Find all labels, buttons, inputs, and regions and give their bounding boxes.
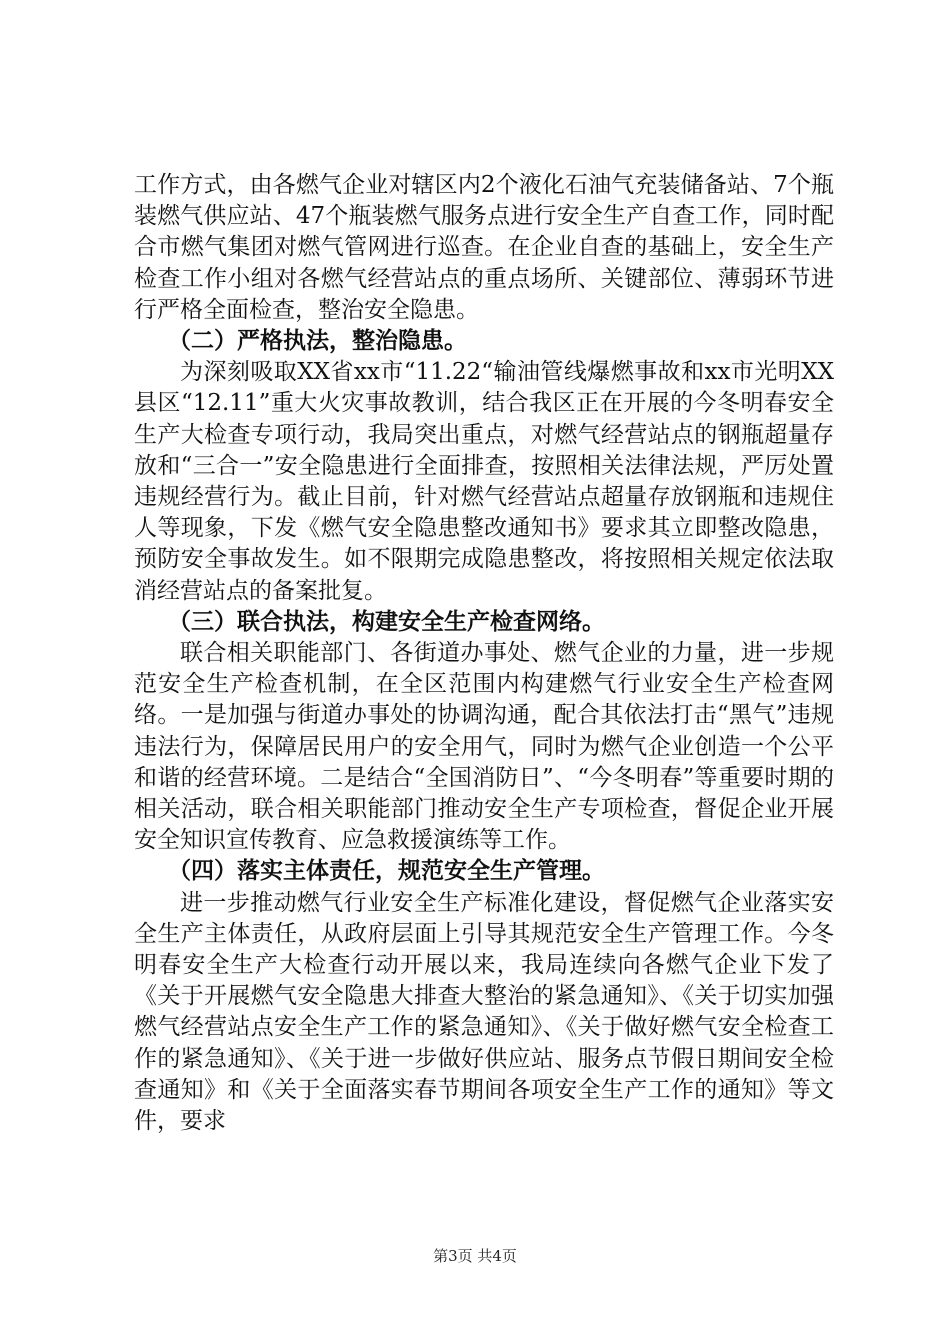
paragraph-2: 为深刻吸取XX省xx市“11.22“输油管线爆燃事故和xx市光明XX县区“12.11”重大火灾事故教训，结合我区正在开展的今冬明春安全生产大检查专项行动，我局突出重点，对燃气经营站点的钢瓶超量存放和“三合一”安全隐患进行全面排查，按照相关法律法规，严厉处置违规经营行为。截止目前，针对燃气经营站点超量存放钢瓶和违规住人等现象，下发《燃气安全隐患整改通知书》要求其立即整改隐患，预防安全事故发生。如不限期完成隐患整改，将按照相关规定依法取消经营站点的备案批复。 [134, 359, 834, 604]
page-footer: 第3页 共4页 [433, 1247, 517, 1265]
paragraph-1: 工作方式，由各燃气企业对辖区内2个液化石油气充装储备站、7个瓶装燃气供应站、47个瓶装燃气服务点进行安全生产自查工作，同时配合市燃气集团对燃气管网进行巡查。在企业自查的基础上，安全生产检查工作小组对各燃气经营站点的重点场所、关键部位、薄弱环节进行严格全面检查，整治安全隐患。 [134, 172, 834, 323]
document-body [134, 170, 834, 1137]
section-heading-3: （三）联合执法，构建安全生产检查网络。 [168, 608, 605, 635]
section-heading-2: （二）严格执法，整治隐患。 [168, 328, 467, 355]
paragraph-4: 进一步推动燃气行业安全生产标准化建设，督促燃气企业落实安全生产主体责任，从政府层面上引导其规范安全生产管理工作。今冬明春安全生产大检查行动开展以来，我局连续向各燃气企业下发了《关于开展燃气安全隐患大排查大整治的紧急通知》、《关于切实加强燃气经营站点安全生产工作的紧急通知》、《关于做好燃气安全检查工作的紧急通知》、《关于进一步做好供应站、服务点节假日期间安全检查通知》和《关于全面落实春节期间各项安全生产工作的通知》等文件，要求 [134, 889, 834, 1135]
paragraph-3: 联合相关职能部门、各街道办事处、燃气企业的力量，进一步规范安全生产检查机制，在全区范围内构建燃气行业安全生产检查网络。一是加强与街道办事处的协调沟通，配合其依法打击“黑气”违规违法行为，保障居民用户的安全用气，同时为燃气企业创造一个公平和谐的经营环境。二是结合“全国消防日”、“今冬明春”等重要时期的相关活动，联合相关职能部门推动安全生产专项检查，督促企业开展安全知识宣传教育、应急救援演练等工作。 [134, 640, 834, 854]
section-heading-4: （四）落实主体责任，规范安全生产管理。 [168, 858, 605, 885]
